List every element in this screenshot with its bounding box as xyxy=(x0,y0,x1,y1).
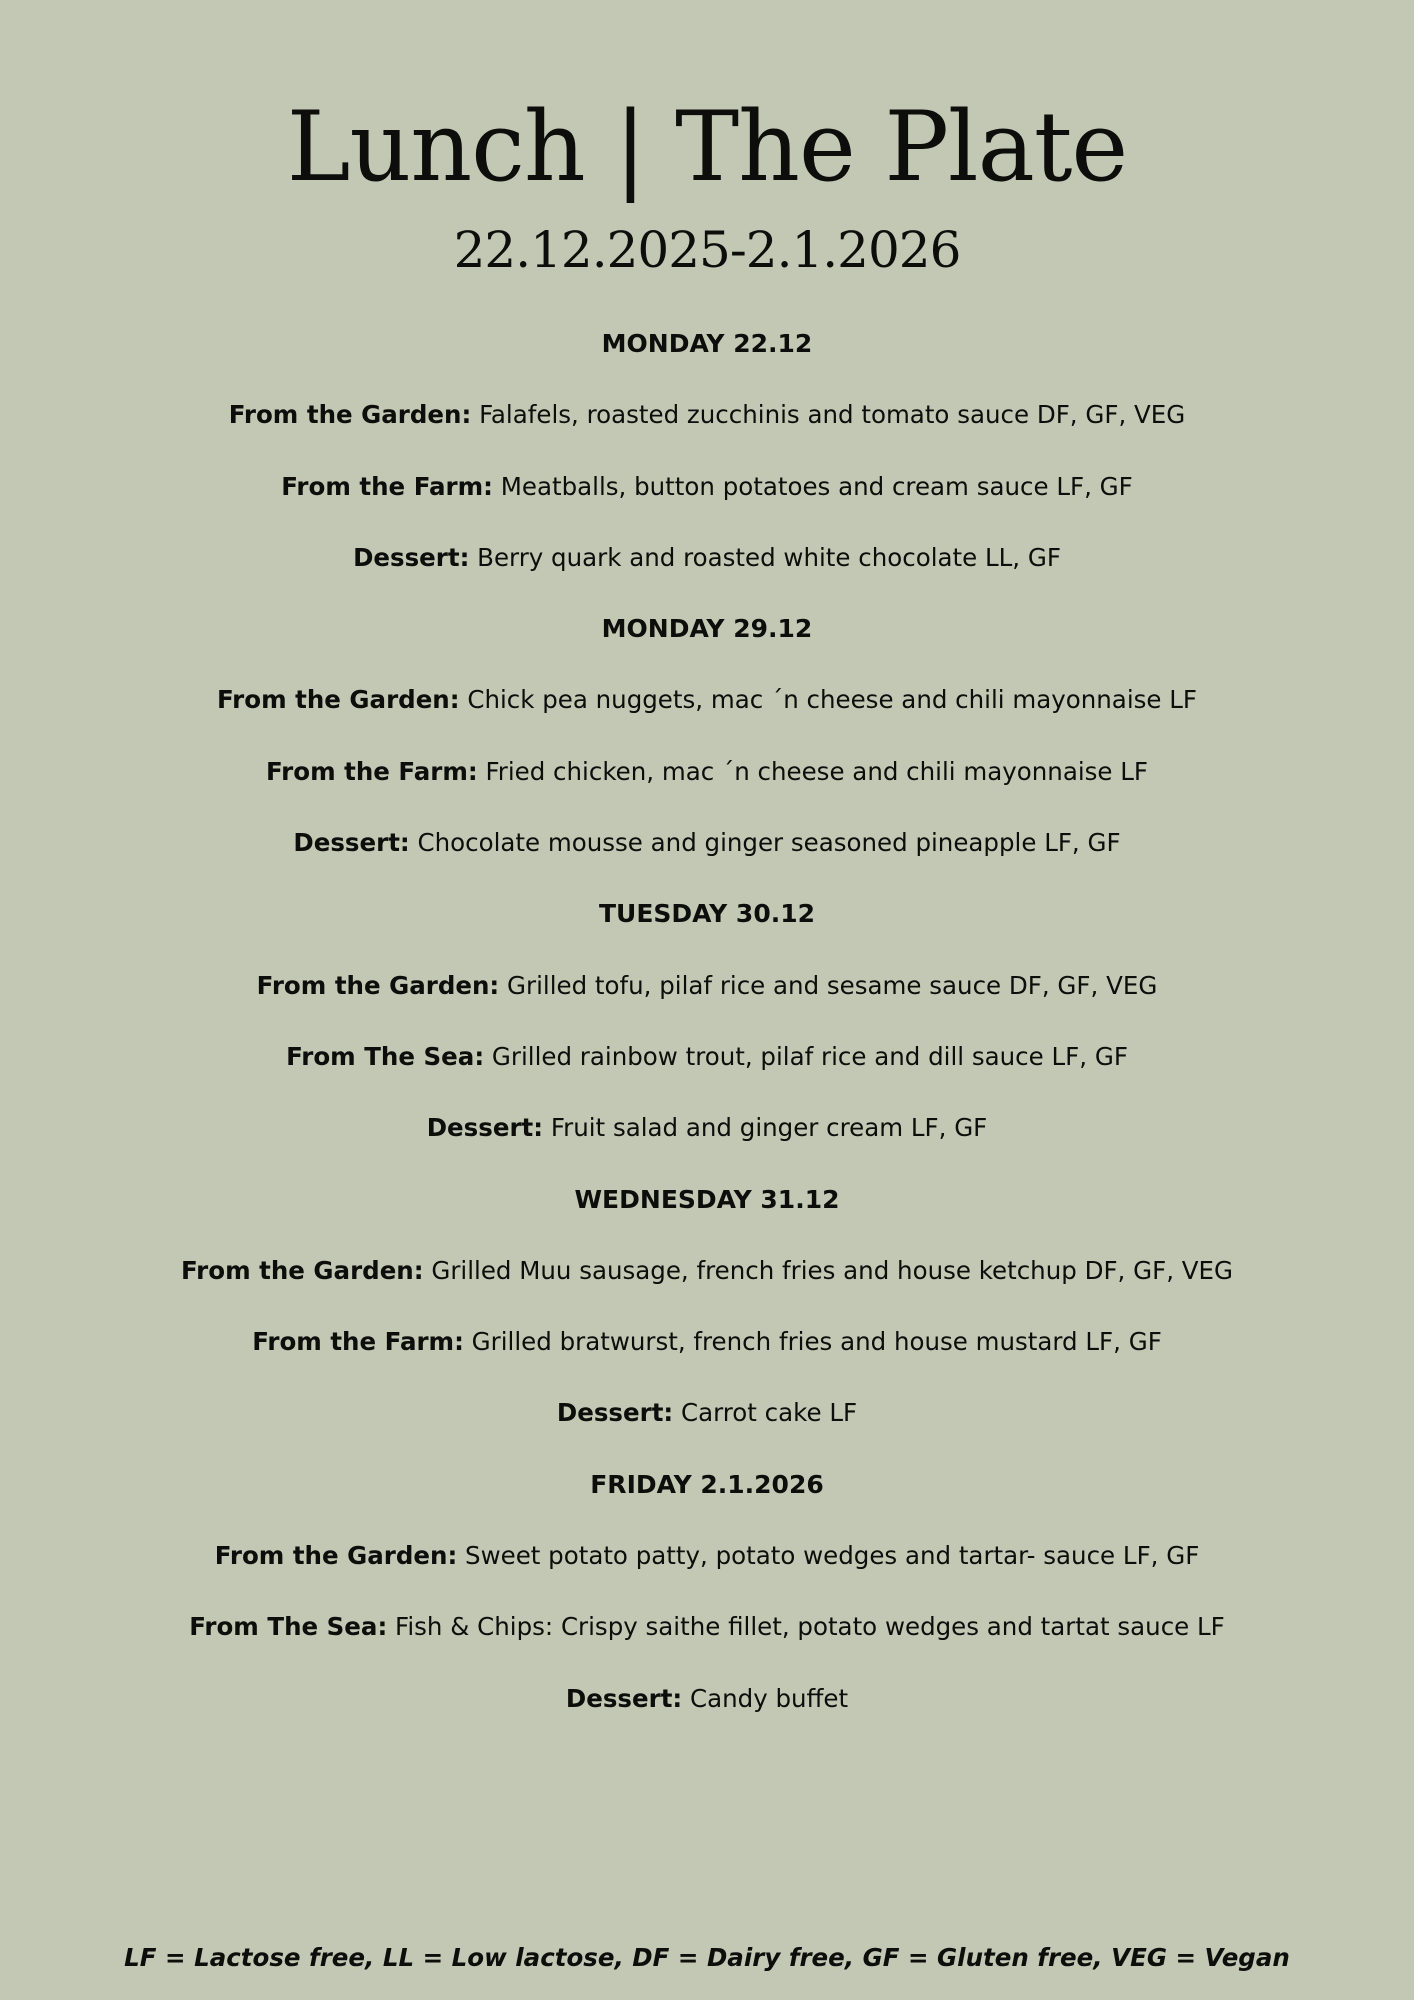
dish-text: Meatballs, button potatoes and cream sauce LF, GF xyxy=(492,471,1133,501)
course-label: Dessert: xyxy=(353,542,470,572)
dish-text: Fish & Chips: Crispy saithe fillet, potato wedges and tartat sauce LF xyxy=(387,1612,1225,1642)
menu-item xyxy=(0,675,1414,746)
course-label: From the Garden: xyxy=(256,970,500,1000)
course-label: Dessert: xyxy=(556,1398,674,1428)
course-label: From the Farm: xyxy=(281,471,493,501)
dish-text: Grilled rainbow trout, pilaf rice and dill sauce LF, GF xyxy=(484,1041,1128,1071)
course-label: From The Sea: xyxy=(286,1041,485,1071)
course-label: Dessert: xyxy=(565,1683,683,1713)
course-label: Dessert: xyxy=(426,1113,544,1143)
course-label: From The Sea: xyxy=(189,1612,388,1642)
dish-text: Berry quark and roasted white chocolate LL, GF xyxy=(469,542,1061,572)
course-label: From the Farm: xyxy=(252,1327,464,1357)
menu-item xyxy=(0,961,1414,1032)
menu-item xyxy=(0,462,1414,533)
course-label: From the Farm: xyxy=(265,756,478,786)
course-label: From the Garden: xyxy=(216,685,460,715)
day-heading: FRIDAY 2.1.2026 xyxy=(590,1469,824,1499)
dish-text: Fried chicken, mac ´n cheese and chili mayonnaise LF xyxy=(477,756,1149,786)
menu-item xyxy=(0,533,1414,604)
menu-item xyxy=(0,1246,1414,1317)
dish-text: Sweet potato patty, potato wedges and tartar- sauce LF, GF xyxy=(457,1541,1200,1571)
day-heading: MONDAY 29.12 xyxy=(601,614,813,644)
menu-item xyxy=(0,1388,1414,1459)
page-title: Lunch | The Plate xyxy=(286,91,1128,203)
course-label: From the Garden: xyxy=(228,400,472,430)
dish-text: Chick pea nuggets, mac ´n cheese and chili mayonnaise LF xyxy=(459,685,1197,715)
day-heading: TUESDAY 30.12 xyxy=(598,899,816,929)
day-heading: MONDAY 22.12 xyxy=(601,329,813,358)
dish-text: Grilled bratwurst, french fries and house mustard LF, GF xyxy=(463,1327,1162,1357)
course-label: Dessert: xyxy=(293,828,410,858)
day-heading: WEDNESDAY 31.12 xyxy=(574,1184,840,1214)
menu-item xyxy=(0,1032,1414,1103)
dish-text: Grilled tofu, pilaf rice and sesame sauce DF, GF, VEG xyxy=(499,970,1158,1000)
menu-item xyxy=(0,1317,1414,1388)
dish-text: Carrot cake LF xyxy=(673,1398,858,1428)
menu-item xyxy=(0,1674,1414,1745)
dish-text: Candy buffet xyxy=(682,1683,849,1713)
menu-item xyxy=(0,390,1414,461)
dish-text: Falafels, roasted zucchinis and tomato sauce DF, GF, VEG xyxy=(471,400,1186,430)
menu-item xyxy=(0,1531,1414,1602)
menu-item xyxy=(0,747,1414,818)
dish-text: Chocolate mousse and ginger seasoned pineapple LF, GF xyxy=(409,828,1121,858)
menu-item xyxy=(0,1103,1414,1174)
dish-text: Grilled Muu sausage, french fries and house ketchup DF, GF, VEG xyxy=(423,1255,1233,1285)
menu-item xyxy=(0,1602,1414,1673)
allergen-legend: LF = Lactose free, LL = Low lactose, DF = Dairy free, GF = Gluten free, VEG = Vegan xyxy=(124,1943,1290,1972)
menu-item xyxy=(0,818,1414,889)
course-label: From the Garden: xyxy=(214,1541,458,1571)
dish-text: Fruit salad and ginger cream LF, GF xyxy=(543,1113,988,1143)
date-range: 22.12.2025-2.1.2026 xyxy=(453,221,961,279)
course-label: From the Garden: xyxy=(180,1255,424,1285)
menu-list xyxy=(0,319,1414,1745)
